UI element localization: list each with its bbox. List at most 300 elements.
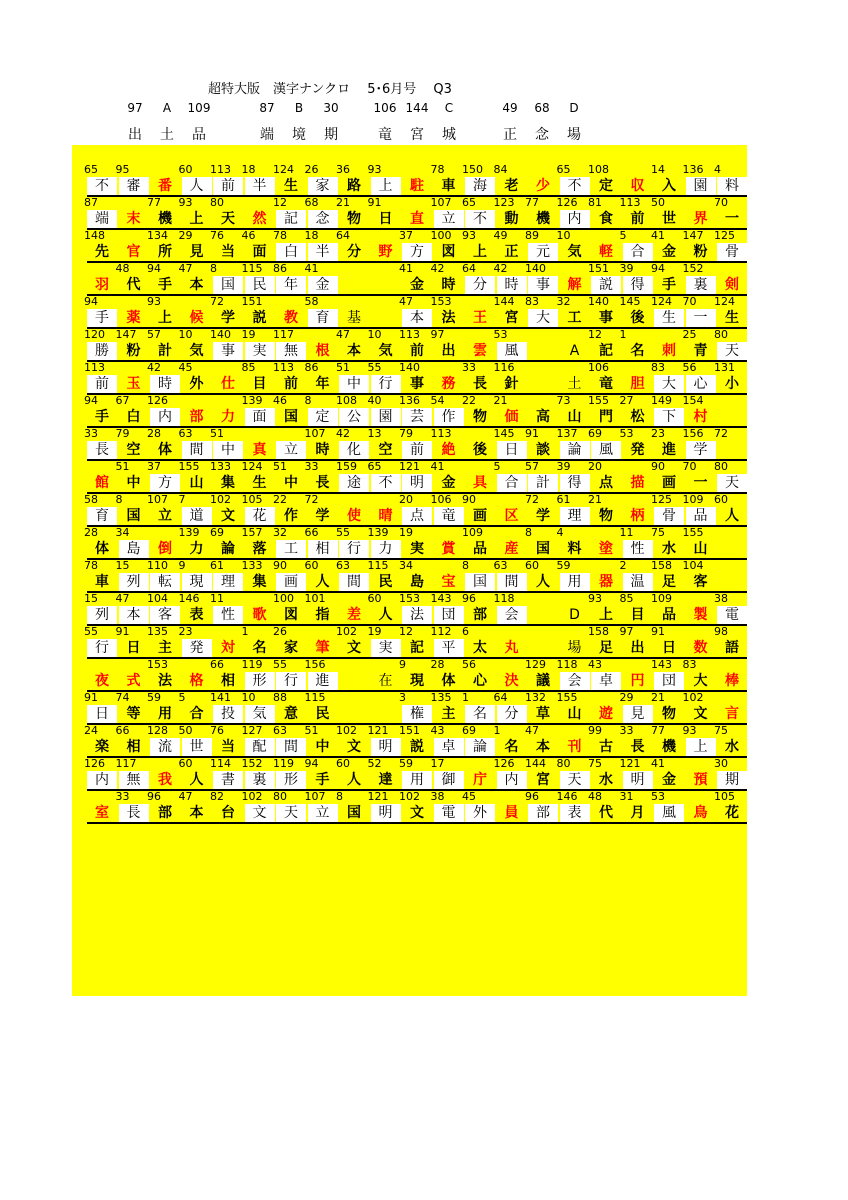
grid-cell[interactable] [399,658,432,691]
grid-cell[interactable] [462,592,495,625]
grid-cell[interactable] [430,658,464,691]
grid-cell[interactable] [336,526,369,559]
grid-cell[interactable] [115,328,149,361]
grid-cell[interactable] [210,427,243,460]
grid-cell[interactable] [714,295,747,328]
grid-cell[interactable] [525,493,558,526]
grid-cell[interactable] [367,427,401,460]
grid-cell[interactable] [115,460,149,493]
grid-cell[interactable] [367,592,401,625]
grid-cell[interactable] [717,658,747,691]
grid-cell[interactable] [493,757,527,790]
grid-cell[interactable] [714,757,747,790]
grid-cell[interactable] [619,229,653,262]
grid-cell[interactable] [210,559,243,592]
grid-cell[interactable] [339,658,369,691]
grid-cell[interactable] [686,625,716,658]
grid-cell[interactable] [686,790,716,823]
grid-cell[interactable] [399,328,432,361]
grid-cell[interactable] [147,559,180,592]
grid-cell[interactable] [619,757,653,790]
grid-cell[interactable] [119,658,149,691]
grid-cell[interactable] [210,757,243,790]
grid-cell[interactable] [367,460,401,493]
grid-cell[interactable] [493,262,527,295]
grid-cell[interactable] [462,493,495,526]
grid-cell[interactable] [241,229,275,262]
grid-cell[interactable] [273,526,306,559]
grid-cell[interactable] [84,295,117,328]
grid-cell[interactable] [714,196,747,229]
grid-cell[interactable] [178,427,212,460]
grid-cell[interactable] [465,295,495,328]
grid-cell[interactable] [623,361,653,394]
grid-cell[interactable] [588,427,621,460]
grid-cell[interactable] [560,328,590,361]
grid-cell[interactable] [210,229,243,262]
grid-cell[interactable] [245,427,275,460]
grid-cell[interactable] [430,328,464,361]
grid-cell[interactable] [210,658,243,691]
grid-cell[interactable] [147,493,180,526]
grid-cell[interactable] [147,328,180,361]
grid-cell[interactable] [588,460,621,493]
grid-cell[interactable] [528,592,558,625]
grid-cell[interactable] [493,691,527,724]
grid-cell[interactable] [399,559,432,592]
grid-cell[interactable] [304,163,338,196]
grid-cell[interactable] [150,163,180,196]
grid-cell[interactable] [84,493,117,526]
grid-cell[interactable] [556,691,590,724]
grid-cell[interactable] [115,724,149,757]
grid-cell[interactable] [493,460,527,493]
grid-cell[interactable] [619,559,653,592]
grid-cell[interactable] [462,790,495,823]
grid-cell[interactable] [402,163,432,196]
grid-cell[interactable] [556,757,590,790]
grid-cell[interactable] [371,262,401,295]
grid-cell[interactable] [367,625,401,658]
grid-cell[interactable] [497,658,527,691]
grid-cell[interactable] [717,691,747,724]
grid-cell[interactable] [182,295,212,328]
grid-cell[interactable] [304,460,338,493]
grid-cell[interactable] [623,163,653,196]
grid-cell[interactable] [84,427,117,460]
grid-cell[interactable] [84,229,117,262]
grid-cell[interactable] [528,361,558,394]
grid-cell[interactable] [336,163,369,196]
grid-cell[interactable] [245,196,275,229]
grid-cell[interactable] [241,328,275,361]
grid-cell[interactable] [304,559,338,592]
grid-cell[interactable] [619,724,653,757]
grid-cell[interactable] [465,757,495,790]
grid-cell[interactable] [402,196,432,229]
grid-cell[interactable] [556,493,590,526]
grid-cell[interactable] [371,658,401,691]
grid-cell[interactable] [339,262,369,295]
grid-cell[interactable] [273,460,306,493]
grid-cell[interactable] [241,724,275,757]
grid-cell[interactable] [304,196,338,229]
grid-cell[interactable] [399,262,432,295]
grid-cell[interactable] [619,625,653,658]
grid-cell[interactable] [273,394,306,427]
grid-cell[interactable] [682,229,716,262]
grid-cell[interactable] [336,427,369,460]
grid-cell[interactable] [115,757,149,790]
grid-cell[interactable] [399,295,432,328]
grid-cell[interactable] [556,394,590,427]
grid-cell[interactable] [371,229,401,262]
grid-cell[interactable] [367,328,401,361]
grid-cell[interactable] [119,361,149,394]
grid-cell[interactable] [178,526,212,559]
grid-cell[interactable] [336,361,369,394]
grid-cell[interactable] [462,229,495,262]
grid-cell[interactable] [556,229,590,262]
grid-cell[interactable] [525,427,558,460]
grid-cell[interactable] [588,262,621,295]
grid-cell[interactable] [87,262,117,295]
grid-cell[interactable] [682,361,716,394]
grid-cell[interactable] [367,361,401,394]
grid-cell[interactable] [619,526,653,559]
grid-cell[interactable] [399,526,432,559]
grid-cell[interactable] [525,724,558,757]
grid-cell[interactable] [717,394,747,427]
grid-cell[interactable] [682,262,716,295]
grid-cell[interactable] [623,658,653,691]
grid-cell[interactable] [493,295,527,328]
grid-cell[interactable] [493,592,527,625]
grid-cell[interactable] [651,658,684,691]
grid-cell[interactable] [84,757,117,790]
grid-cell[interactable] [528,328,558,361]
grid-cell[interactable] [210,295,243,328]
grid-cell[interactable] [273,691,306,724]
grid-cell[interactable] [150,757,180,790]
grid-cell[interactable] [147,262,180,295]
grid-cell[interactable] [619,790,653,823]
grid-cell[interactable] [339,592,369,625]
grid-cell[interactable] [273,757,306,790]
grid-cell[interactable] [430,262,464,295]
grid-cell[interactable] [367,163,401,196]
grid-cell[interactable] [430,163,464,196]
grid-cell[interactable] [493,427,527,460]
grid-cell[interactable] [115,394,149,427]
grid-cell[interactable] [115,493,149,526]
grid-cell[interactable] [178,460,212,493]
grid-cell[interactable] [623,493,653,526]
grid-cell[interactable] [430,493,464,526]
grid-cell[interactable] [367,559,401,592]
grid-cell[interactable] [619,295,653,328]
grid-cell[interactable] [304,724,338,757]
grid-cell[interactable] [273,196,306,229]
grid-cell[interactable] [591,526,621,559]
grid-cell[interactable] [525,691,558,724]
grid-cell[interactable] [308,328,338,361]
grid-cell[interactable] [84,394,117,427]
grid-cell[interactable] [273,328,306,361]
grid-cell[interactable] [651,790,684,823]
grid-cell[interactable] [336,196,369,229]
grid-cell[interactable] [682,460,716,493]
grid-cell[interactable] [87,658,117,691]
grid-cell[interactable] [525,790,558,823]
grid-cell[interactable] [623,460,653,493]
grid-cell[interactable] [430,691,464,724]
grid-cell[interactable] [119,229,149,262]
grid-cell[interactable] [178,790,212,823]
grid-cell[interactable] [147,790,180,823]
grid-cell[interactable] [560,724,590,757]
grid-cell[interactable] [178,757,212,790]
grid-cell[interactable] [714,460,747,493]
grid-cell[interactable] [651,757,684,790]
grid-cell[interactable] [588,196,621,229]
grid-cell[interactable] [686,592,716,625]
grid-cell[interactable] [588,328,621,361]
grid-cell[interactable] [399,757,432,790]
grid-cell[interactable] [714,229,747,262]
grid-cell[interactable] [714,625,747,658]
grid-cell[interactable] [147,658,180,691]
grid-cell[interactable] [213,394,243,427]
grid-cell[interactable] [651,493,684,526]
grid-cell[interactable] [430,229,464,262]
grid-cell[interactable] [556,163,590,196]
grid-cell[interactable] [273,361,306,394]
grid-cell[interactable] [367,724,401,757]
grid-cell[interactable] [714,493,747,526]
grid-cell[interactable] [651,394,684,427]
grid-cell[interactable] [84,559,117,592]
grid-cell[interactable] [339,691,369,724]
grid-cell[interactable] [115,592,149,625]
grid-cell[interactable] [304,295,338,328]
grid-cell[interactable] [430,724,464,757]
grid-cell[interactable] [682,691,716,724]
grid-cell[interactable] [462,625,495,658]
grid-cell[interactable] [241,757,275,790]
grid-cell[interactable] [714,328,747,361]
grid-cell[interactable] [588,790,621,823]
grid-cell[interactable] [241,163,275,196]
grid-cell[interactable] [682,559,716,592]
grid-cell[interactable] [588,163,621,196]
grid-cell[interactable] [560,262,590,295]
grid-cell[interactable] [399,691,432,724]
grid-cell[interactable] [651,724,684,757]
grid-cell[interactable] [619,592,653,625]
grid-cell[interactable] [119,196,149,229]
grid-cell[interactable] [273,262,306,295]
grid-cell[interactable] [493,163,527,196]
grid-cell[interactable] [588,493,621,526]
grid-cell[interactable] [430,625,464,658]
grid-cell[interactable] [525,559,558,592]
grid-cell[interactable] [556,790,590,823]
grid-cell[interactable] [115,427,149,460]
grid-cell[interactable] [493,724,527,757]
grid-cell[interactable] [588,295,621,328]
grid-cell[interactable] [84,592,117,625]
grid-cell[interactable] [525,196,558,229]
grid-cell[interactable] [178,724,212,757]
grid-cell[interactable] [651,526,684,559]
grid-cell[interactable] [717,262,747,295]
grid-cell[interactable] [430,790,464,823]
grid-cell[interactable] [682,493,716,526]
grid-cell[interactable] [556,196,590,229]
grid-cell[interactable] [686,196,716,229]
grid-cell[interactable] [619,427,653,460]
grid-cell[interactable] [430,196,464,229]
grid-cell[interactable] [651,196,684,229]
grid-cell[interactable] [115,625,149,658]
grid-cell[interactable] [399,790,432,823]
grid-cell[interactable] [273,163,306,196]
grid-cell[interactable] [147,460,180,493]
grid-cell[interactable] [147,592,180,625]
grid-cell[interactable] [462,559,495,592]
grid-cell[interactable] [717,526,747,559]
grid-cell[interactable] [682,394,716,427]
grid-cell[interactable] [210,163,243,196]
grid-cell[interactable] [714,790,747,823]
grid-cell[interactable] [525,262,558,295]
grid-cell[interactable] [654,328,684,361]
grid-cell[interactable] [213,625,243,658]
grid-cell[interactable] [493,196,527,229]
grid-cell[interactable] [84,361,117,394]
grid-cell[interactable] [651,295,684,328]
grid-cell[interactable] [714,163,747,196]
grid-cell[interactable] [241,526,275,559]
grid-cell[interactable] [462,658,495,691]
grid-cell[interactable] [304,757,338,790]
grid-cell[interactable] [336,790,369,823]
grid-cell[interactable] [682,526,716,559]
grid-cell[interactable] [525,229,558,262]
grid-cell[interactable] [651,460,684,493]
grid-cell[interactable] [430,592,464,625]
grid-cell[interactable] [178,559,212,592]
grid-cell[interactable] [210,328,243,361]
grid-cell[interactable] [273,658,306,691]
grid-cell[interactable] [525,526,558,559]
grid-cell[interactable] [528,625,558,658]
grid-cell[interactable] [84,328,117,361]
grid-cell[interactable] [619,262,653,295]
grid-cell[interactable] [399,361,432,394]
grid-cell[interactable] [147,361,180,394]
grid-cell[interactable] [147,724,180,757]
grid-cell[interactable] [430,394,464,427]
grid-cell[interactable] [336,757,369,790]
grid-cell[interactable] [651,625,684,658]
grid-cell[interactable] [588,394,621,427]
grid-cell[interactable] [714,427,747,460]
grid-cell[interactable] [462,361,495,394]
grid-cell[interactable] [430,295,464,328]
grid-cell[interactable] [178,229,212,262]
grid-cell[interactable] [560,592,590,625]
grid-cell[interactable] [714,361,747,394]
grid-cell[interactable] [493,361,527,394]
grid-cell[interactable] [399,460,432,493]
grid-cell[interactable] [497,493,527,526]
grid-cell[interactable] [651,262,684,295]
grid-cell[interactable] [147,394,180,427]
grid-cell[interactable] [367,790,401,823]
grid-cell[interactable] [115,262,149,295]
grid-cell[interactable] [493,229,527,262]
grid-cell[interactable] [339,295,369,328]
grid-cell[interactable] [560,361,590,394]
grid-cell[interactable] [336,724,369,757]
grid-cell[interactable] [304,526,338,559]
grid-cell[interactable] [619,394,653,427]
grid-cell[interactable] [588,658,621,691]
grid-cell[interactable] [399,493,432,526]
grid-cell[interactable] [686,757,716,790]
grid-cell[interactable] [210,460,243,493]
grid-cell[interactable] [245,592,275,625]
grid-cell[interactable] [399,592,432,625]
grid-cell[interactable] [147,196,180,229]
grid-cell[interactable] [241,394,275,427]
grid-cell[interactable] [560,625,590,658]
grid-cell[interactable] [178,196,212,229]
grid-cell[interactable] [241,262,275,295]
grid-cell[interactable] [651,163,684,196]
grid-cell[interactable] [304,493,338,526]
grid-cell[interactable] [588,724,621,757]
grid-cell[interactable] [304,790,338,823]
grid-cell[interactable] [210,526,243,559]
grid-cell[interactable] [497,790,527,823]
grid-cell[interactable] [304,658,338,691]
grid-cell[interactable] [87,460,117,493]
grid-cell[interactable] [241,790,275,823]
grid-cell[interactable] [556,526,590,559]
grid-cell[interactable] [147,427,180,460]
grid-cell[interactable] [147,691,180,724]
grid-cell[interactable] [525,757,558,790]
grid-cell[interactable] [84,526,117,559]
grid-cell[interactable] [178,493,212,526]
grid-cell[interactable] [367,757,401,790]
grid-cell[interactable] [525,460,558,493]
grid-cell[interactable] [619,196,653,229]
grid-cell[interactable] [273,790,306,823]
grid-cell[interactable] [682,295,716,328]
grid-cell[interactable] [371,493,401,526]
grid-cell[interactable] [115,526,149,559]
grid-cell[interactable] [588,757,621,790]
grid-cell[interactable] [556,658,590,691]
grid-cell[interactable] [367,196,401,229]
grid-cell[interactable] [276,295,306,328]
grid-cell[interactable] [210,262,243,295]
grid-cell[interactable] [182,658,212,691]
